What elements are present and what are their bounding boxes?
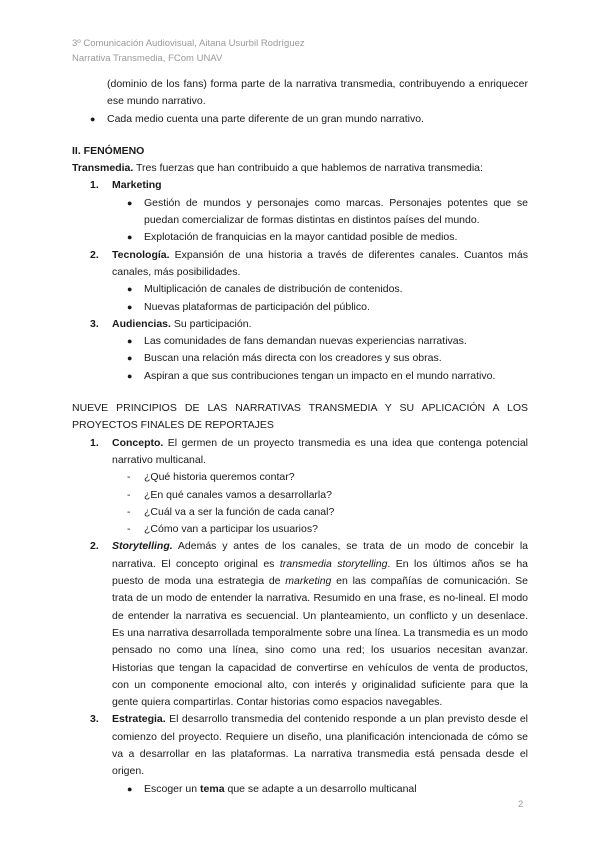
bullet-dot-icon: ● <box>127 284 133 295</box>
list-item-storytelling: 2. Storytelling. Además y antes de los canales, se trata de un modo de concebir la narrativa. El concepto original es transmedia storytelling. En los últimos años se ha puesto de moda una estrategia de marketing en las compañías de comunicación. Se trata de un modo de entender la narrativa. Resumido en una frase, es no-lineal. El modo de entender la narrativa es secuencial. Un planteamiento, un conflicto y un desenlace. Es una narrativa desarrollada temporalmente sobre una línea. La transmedia es un modo pensado no como una línea, sino como una red; los usuarios necesitan avanzar. Historias que tengan la capacidad de convertirse en vehículos de venta de productos, con un componente emocional alto, con interés y originalidad suficiente para que la gente quiera compartirlas. Contar historias como espacios navegables. <box>90 540 529 709</box>
bullet-dot-icon: ● <box>127 232 133 243</box>
section-heading-principios: NUEVE PRINCIPIOS DE LAS NARRATIVAS TRANSMEDIA Y SU APLICACIÓN A LOS PROYECTOS FINALES DE REPORTAJES <box>72 402 528 432</box>
list-item-audiencias: 3. Audiencias. Su participación. <box>90 317 252 330</box>
bullet-dot-icon: ● <box>127 370 133 381</box>
section-lead <box>72 160 528 177</box>
intro-bullet <box>72 111 528 128</box>
list-item: ● Escoger un tema que se adapte a un desarrollo multicanal <box>72 781 528 798</box>
lead-bold: Transmedia. <box>72 162 134 175</box>
list-item: - ¿Cuál va a ser la función de cada canal? <box>127 505 335 518</box>
lead-text: Tres fuerzas que han contribuido a que hablemos de narrativa transmedia: <box>133 162 483 175</box>
bullet-dot-icon: ● <box>127 336 133 347</box>
list-item: ● Nuevas plataformas de participación del público. <box>72 299 528 316</box>
list-item: ● Las comunidades de fans demandan nuevas experiencias narrativas. <box>72 333 528 350</box>
bullet-dot-icon: ● <box>127 353 133 364</box>
list-item: ● Buscan una relación más directa con los creadores y sus obras. <box>72 350 528 367</box>
list-item-tecnologia: 2. Tecnología. Expansión de una historia a través de diferentes canales. Cuantos más canales, más posibilidades. <box>90 248 528 278</box>
list-item: - ¿Qué historia queremos contar? <box>127 471 295 484</box>
list-item-concepto: 1. Concepto. El germen de un proyecto transmedia es una idea que contenga potencial narrativo multicanal. <box>90 436 528 466</box>
bullet-dot-icon: ● <box>127 301 133 312</box>
list-item: ● Gestión de mundos y personajes como marcas. Personajes potentes que se puedan comercializar de formas distintas en distintos países del mundo. <box>127 196 528 227</box>
list-item: - ¿En qué canales vamos a desarrollarla? <box>127 488 332 501</box>
bullet-dot-icon: ● <box>127 783 133 794</box>
page-number: 2 <box>518 799 524 810</box>
list-item: - ¿Cómo van a participar los usuarios? <box>127 523 318 536</box>
intro-bullet-text: Cada medio cuenta una parte diferente de un gran mundo narrativo. <box>107 112 424 125</box>
list-item: ● Multiplicación de canales de distribución de contenidos. <box>72 281 528 298</box>
bullet-dot-icon: ● <box>90 113 96 124</box>
header-author-line: 3º Comunicación Audiovisual, Aitana Usurbil Rodríguez <box>72 38 305 49</box>
bullet-dot-icon: ● <box>127 197 133 208</box>
intro-continuation: (dominio de los fans) forma parte de la narrativa transmedia, contribuyendo a enriquecer ese mundo narrativo. <box>107 78 528 108</box>
header-course-line: Narrativa Transmedia, FCom UNAV <box>72 53 223 64</box>
list-item: ● Explotación de franquicias en la mayor cantidad posible de medios. <box>72 229 528 246</box>
page-header <box>72 36 305 66</box>
list-item: ● Aspiran a que sus contribuciones tengan un impacto en el mundo narrativo. <box>72 368 528 385</box>
list-item-estrategia: 3. Estrategia. El desarrollo transmedia del contenido responde a un plan previsto desde el comienzo del proyecto. Requiere un diseño, una planificación intencionada de cómo se va a desarrollar en las plataformas. La narrativa transmedia está pensada desde el origen. <box>90 713 528 778</box>
list-item-marketing: 1. Marketing <box>90 179 162 192</box>
page-content <box>72 76 528 798</box>
section-heading-fenomeno: II. FENÓMENO <box>72 144 145 157</box>
